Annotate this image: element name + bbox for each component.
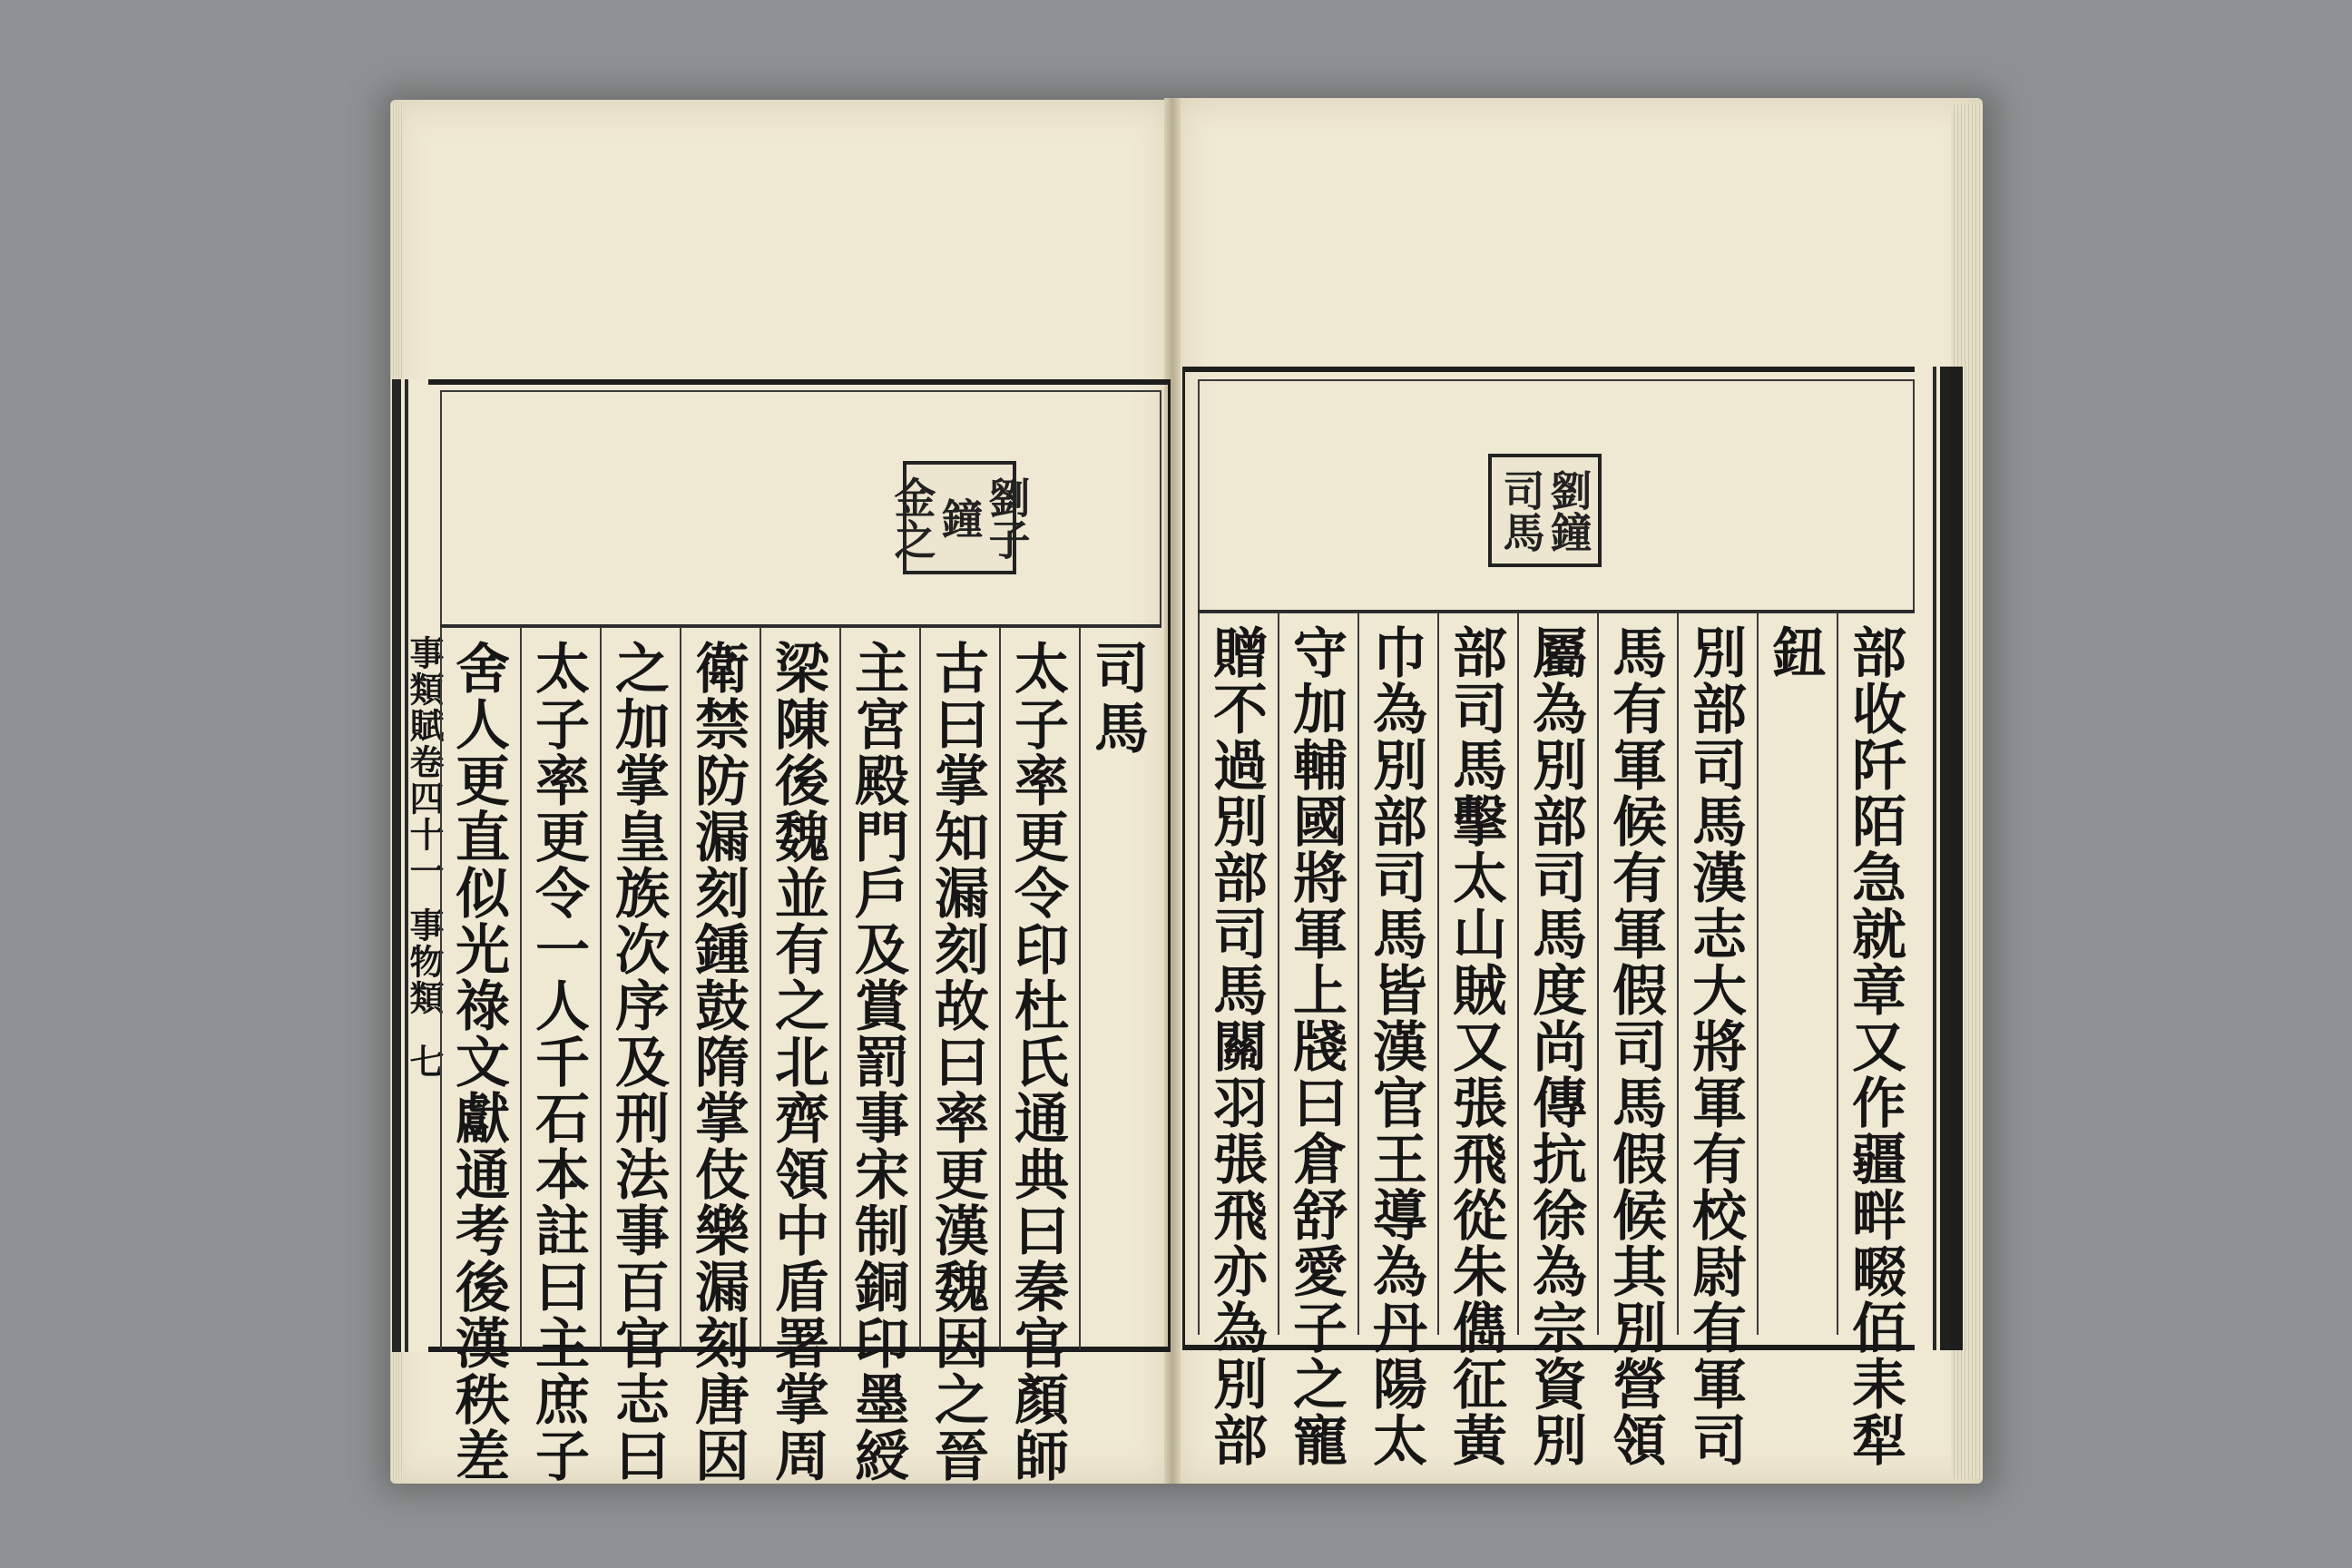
right-column-9: 贈不過別部司馬關羽張飛亦為別部 <box>1204 624 1268 1468</box>
left-column-9: 舍人更直似光祿文獻通考後漢秩差 <box>446 640 510 1484</box>
left-seal-line-1: 劉子 <box>982 475 1032 560</box>
left-margin-section: 事物類 <box>404 907 445 1016</box>
left-column-3: 古曰掌知漏刻故曰率更漢魏因之晉 <box>926 640 989 1484</box>
right-column-5: 屬為別部司馬度尚傳抗徐為宗資別 <box>1524 624 1587 1468</box>
left-col-sep-5 <box>839 628 841 1349</box>
left-seal-line-2: 鐘 <box>935 496 985 539</box>
right-seal-line-1: 劉 <box>1544 468 1593 511</box>
right-column-8: 守加輔國將軍上牋曰倉舒愛子之寵 <box>1284 624 1348 1468</box>
left-column-6: 衛禁防漏刻鍾鼓隋掌伎樂漏刻唐因 <box>686 640 750 1484</box>
left-col-sep-4 <box>760 628 761 1349</box>
right-column-3: 別部司馬漢志大將軍有校尉有軍司 <box>1683 624 1747 1468</box>
left-col-sep-0 <box>440 628 442 1349</box>
left-column-7: 之加掌皇族次序及刑法事百官志曰 <box>606 640 670 1484</box>
left-col-sep-6 <box>919 628 921 1349</box>
right-col-sep-5 <box>1597 613 1599 1335</box>
right-col-sep-7 <box>1757 613 1759 1335</box>
left-margin-folio: 七 <box>404 1044 445 1080</box>
left-column-2: 太子率更令印杜氏通典曰秦官顏師 <box>1005 640 1069 1484</box>
right-seal-stamp <box>1488 454 1602 567</box>
right-column-7: 巾為別部司馬皆漢官王導為丹陽太 <box>1364 624 1427 1468</box>
right-column-2: 鈕 <box>1763 624 1827 681</box>
left-col-sep-2 <box>600 628 602 1349</box>
right-col-sep-1 <box>1278 613 1279 1335</box>
left-col-sep-1 <box>520 628 522 1349</box>
right-col-sep-8 <box>1837 613 1838 1335</box>
left-header-box <box>440 390 1161 628</box>
right-col-sep-2 <box>1357 613 1359 1335</box>
right-col-sep-3 <box>1437 613 1439 1335</box>
right-column-6: 部司馬擊太山賊又張飛從朱儁征黃 <box>1444 624 1507 1468</box>
right-margin-strip <box>1915 367 1951 1350</box>
left-seal-stamp <box>887 461 1032 574</box>
right-seal-line-2: 鐘 <box>1544 510 1593 553</box>
left-seal-line-3: 金之 <box>887 475 937 560</box>
left-column-8: 太子率更令一人千石本註曰主庶子 <box>526 640 590 1484</box>
right-header-rule <box>1198 610 1915 612</box>
left-margin-title: 事類賦卷四十一 <box>404 635 445 889</box>
right-column-4: 馬有軍候有軍假司馬假候其別營領 <box>1603 624 1667 1468</box>
left-column-1: 司馬 <box>1085 640 1149 760</box>
right-column-1: 部收阡陌急就章又作疆畔畷佰耒犁 <box>1843 624 1906 1468</box>
left-col-sep-7 <box>999 628 1001 1349</box>
left-header-rule <box>440 624 1161 627</box>
right-col-sep-6 <box>1677 613 1679 1335</box>
right-col-sep-0 <box>1198 613 1200 1335</box>
right-seal-line-3: 司馬 <box>1496 468 1546 553</box>
left-col-sep-8 <box>1079 628 1081 1349</box>
left-col-sep-3 <box>680 628 681 1349</box>
left-column-5: 梁陳後魏並有之北齊領中盾署掌周 <box>766 640 829 1484</box>
right-col-sep-4 <box>1517 613 1519 1335</box>
left-column-4: 主宮殿門戶及賞罰事宋制銅印墨綬 <box>846 640 909 1484</box>
